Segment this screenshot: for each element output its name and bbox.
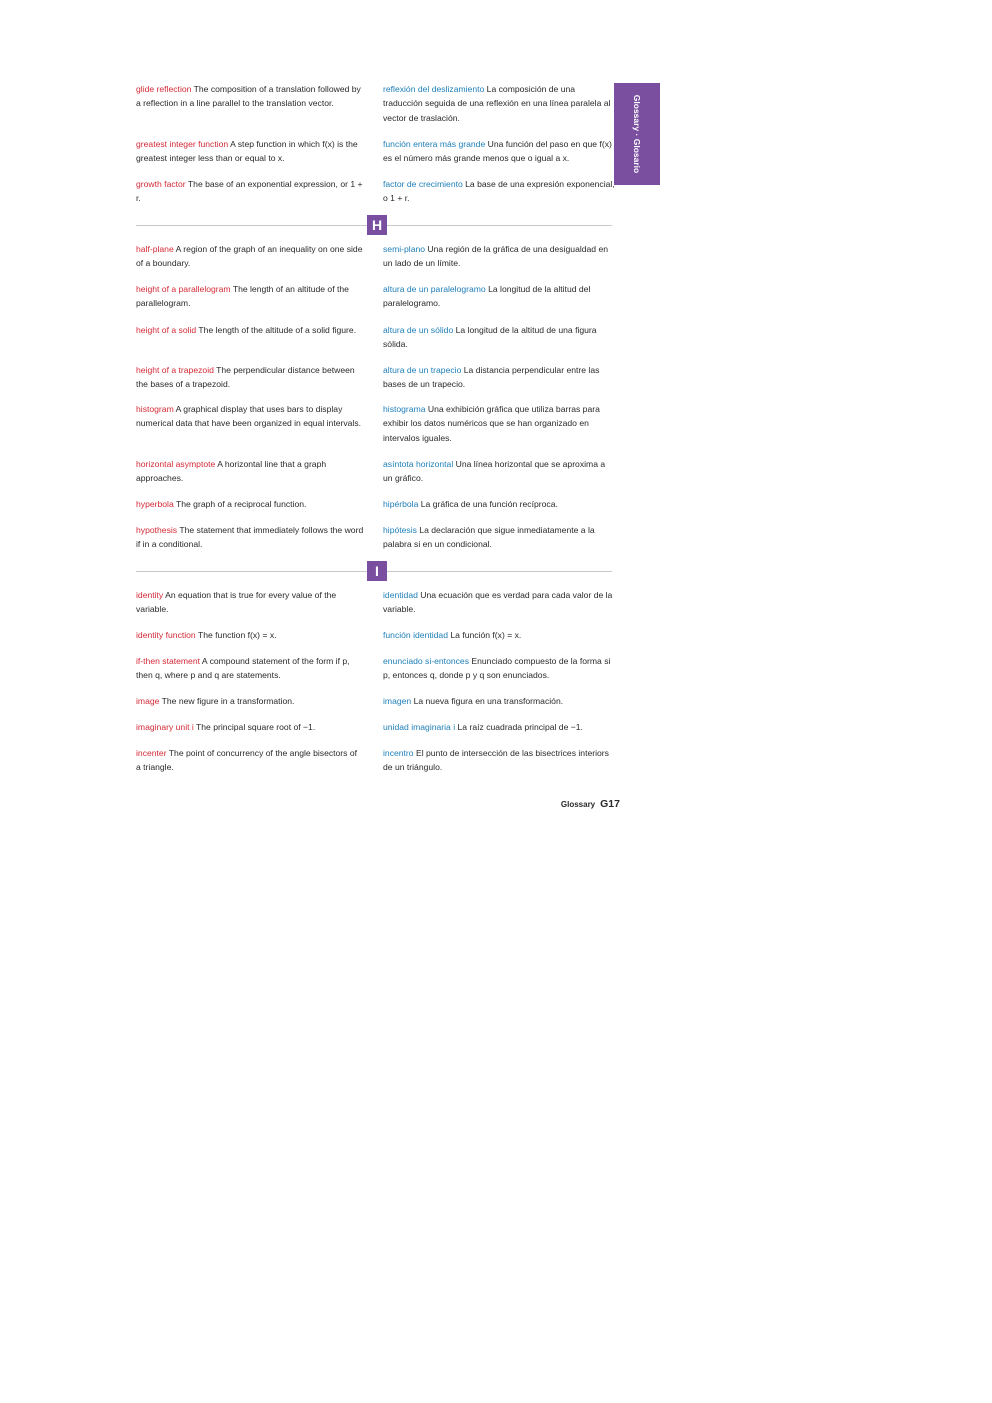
- term-en: hyperbola: [136, 499, 174, 509]
- glossary-entry-es: [383, 746, 615, 775]
- glossary-entry-es: [383, 628, 615, 642]
- definition-en: A horizontal line that a graph approaches.: [136, 459, 327, 484]
- definition-en: A step function in which f(x) is the greatest integer less than or equal to x.: [136, 139, 358, 164]
- glossary-entry-en: [136, 694, 364, 708]
- term-en: incenter: [136, 748, 167, 758]
- definition-en: The point of concurrency of the angle bisectors of a triangle.: [136, 748, 358, 773]
- glossary-entry-es: [383, 402, 615, 445]
- term-en: identity function: [136, 630, 196, 640]
- term-en: histogram: [136, 404, 174, 414]
- definition-en: A compound statement of the form if p, then q, where p and q are statements.: [136, 656, 350, 681]
- term-en: greatest integer function: [136, 139, 229, 149]
- glossary-entry-en: [136, 282, 364, 311]
- glossary-entry-en: [136, 323, 364, 337]
- definition-es: La longitud de la altitud de una figura sólida.: [383, 325, 597, 350]
- term-es: función entera más grande: [383, 139, 486, 149]
- definition-es: Una línea horizontal que se aproxima a un gráfico.: [383, 459, 606, 484]
- definition-en: The length of the altitude of a solid figure.: [196, 325, 357, 335]
- definition-en: The composition of a translation followed by a reflection in a line parallel to the translation vector.: [136, 84, 361, 109]
- definition-es: La raíz cuadrada principal de −1.: [455, 722, 583, 732]
- glossary-entry-en: [136, 363, 364, 392]
- glossary-entry-en: [136, 402, 364, 431]
- glossary-entry-en: [136, 137, 364, 166]
- definition-en: The principal square root of −1.: [193, 722, 316, 732]
- glossary-entry-en: [136, 177, 364, 206]
- definition-es: La composición de una traducción seguida de una reflexión en una línea paralela al vector de traslación.: [383, 84, 611, 123]
- section-tab: [614, 83, 660, 185]
- glossary-entry-es: [383, 82, 615, 125]
- definition-es: La distancia perpendicular entre las bases de un trapecio.: [383, 365, 600, 390]
- footer-label: Glossary: [560, 800, 596, 809]
- term-es: histograma: [383, 404, 426, 414]
- definition-en: A graphical display that uses bars to display numerical data that have been organized in equal intervals.: [136, 404, 362, 429]
- definition-es: Una región de la gráfica de una desigualdad en un lado de un límite.: [383, 244, 609, 269]
- glossary-entry-en: [136, 654, 364, 683]
- term-es: identidad: [383, 590, 418, 600]
- definition-en: The perpendicular distance between the bases of a trapezoid.: [136, 365, 355, 390]
- term-en: if-then statement: [136, 656, 201, 666]
- glossary-entry-en: [136, 82, 364, 111]
- term-es: hipérbola: [383, 499, 419, 509]
- definition-es: Una función del paso en que f(x) es el número más grande menos que o igual a x.: [383, 139, 612, 164]
- term-en: hypothesis: [136, 525, 178, 535]
- term-es: altura de un sólido: [383, 325, 454, 335]
- term-en: height of a trapezoid: [136, 365, 214, 375]
- glossary-entry-en: [136, 588, 364, 617]
- glossary-entry-en: [136, 523, 364, 552]
- glossary-entry-es: [383, 654, 615, 683]
- glossary-entry-es: [383, 588, 615, 617]
- definition-en: The new figure in a transformation.: [159, 696, 295, 706]
- term-es: altura de un trapecio: [383, 365, 462, 375]
- glossary-entry-en: [136, 746, 364, 775]
- term-en: horizontal asymptote: [136, 459, 216, 469]
- definition-es: El punto de intersección de las bisectrices interiors de un triángulo.: [383, 748, 609, 773]
- glossary-entry-es: [383, 242, 615, 271]
- definition-en: The function f(x) = x.: [195, 630, 277, 640]
- glossary-entry-es: [383, 363, 615, 392]
- glossary-entry-es: [383, 177, 615, 206]
- page-number: G17: [600, 798, 620, 810]
- section-letter-i: I: [367, 561, 387, 581]
- glossary-entry-es: [383, 694, 615, 708]
- term-es: hipótesis: [383, 525, 417, 535]
- glossary-entry-es: [383, 497, 615, 511]
- glossary-entry-es: [383, 720, 615, 734]
- term-es: función identidad: [383, 630, 448, 640]
- term-en: height of a solid: [136, 325, 197, 335]
- term-en: image: [136, 696, 160, 706]
- definition-en: The graph of a reciprocal function.: [173, 499, 307, 509]
- term-es: semi-plano: [383, 244, 426, 254]
- term-en: growth factor: [136, 179, 186, 189]
- definition-es: Una ecuación que es verdad para cada valor de la variable.: [383, 590, 613, 615]
- page-footer: [561, 794, 620, 812]
- term-en: height of a parallelogram: [136, 284, 231, 294]
- definition-es: La longitud de la altitud del paralelogramo.: [383, 284, 591, 309]
- definition-es: La base de una expresión exponencial, o 1 + r.: [383, 179, 615, 204]
- glossary-entry-en: [136, 457, 364, 486]
- section-tab-label: Glossary · Glosario: [632, 94, 642, 174]
- term-es: incentro: [383, 748, 414, 758]
- glossary-entry-es: [383, 137, 615, 166]
- glossary-entry-en: [136, 720, 364, 734]
- definition-es: La nueva figura en una transformación.: [411, 696, 564, 706]
- definition-es: La declaración que sigue inmediatamente a la palabra si en un condicional.: [383, 525, 595, 550]
- definition-en: The statement that immediately follows the word if in a conditional.: [136, 525, 364, 550]
- term-es: unidad imaginaria i: [383, 722, 456, 732]
- glossary-entry-en: [136, 242, 364, 271]
- term-es: enunciado si-entonces: [383, 656, 469, 666]
- glossary-entry-en: [136, 628, 364, 642]
- term-en: glide reflection: [136, 84, 192, 94]
- glossary-entry-en: [136, 497, 364, 511]
- term-es: factor de crecimiento: [383, 179, 463, 189]
- section-letter-h: H: [367, 215, 387, 235]
- definition-es: La función f(x) = x.: [447, 630, 522, 640]
- glossary-entry-es: [383, 282, 615, 311]
- definition-en: The length of an altitude of the parallelogram.: [136, 284, 349, 309]
- glossary-entry-es: [383, 457, 615, 486]
- term-es: imagen: [383, 696, 412, 706]
- definition-en: The base of an exponential expression, or 1 + r.: [136, 179, 363, 204]
- definition-es: Una exhibición gráfica que utiliza barras para exhibir los datos numéricos que se han organizado en intervalos iguales.: [383, 404, 600, 443]
- glossary-entry-es: [383, 323, 615, 352]
- definition-es: Enunciado compuesto de la forma si p, entonces q, donde p y q son enunciados.: [383, 656, 611, 681]
- definition-en: A region of the graph of an inequality on one side of a boundary.: [136, 244, 363, 269]
- term-en: identity: [136, 590, 164, 600]
- term-es: asíntota horizontal: [383, 459, 454, 469]
- glossary-entry-es: [383, 523, 615, 552]
- term-en: half-plane: [136, 244, 174, 254]
- term-es: altura de un paralelogramo: [383, 284, 486, 294]
- term-en: imaginary unit i: [136, 722, 194, 732]
- definition-es: La gráfica de una función recíproca.: [418, 499, 558, 509]
- term-es: reflexión del deslizamiento: [383, 84, 485, 94]
- definition-en: An equation that is true for every value of the variable.: [136, 590, 337, 615]
